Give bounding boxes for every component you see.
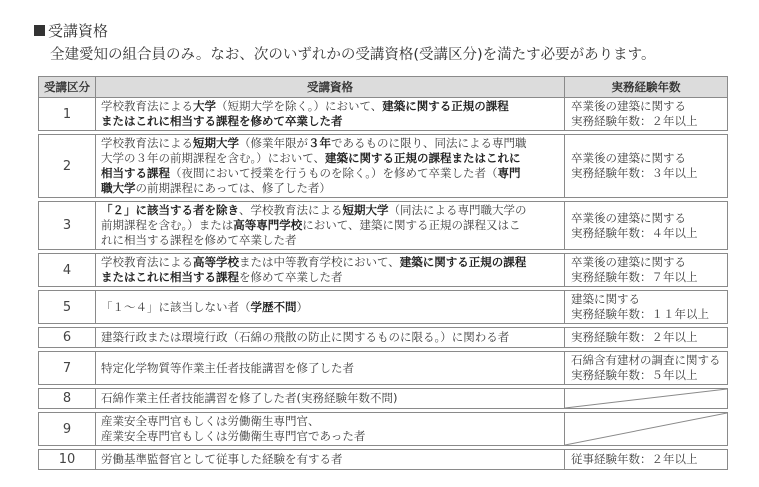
qualification-text bbox=[96, 98, 565, 131]
table-row bbox=[39, 389, 728, 409]
qualification-text bbox=[96, 389, 565, 409]
emphasis-text: 建築に関する正規の課程 bbox=[382, 99, 509, 113]
text-segment: 産業安全専門官もしくは労働衛生専門官であった者 bbox=[101, 429, 366, 443]
experience-line: 卒業後の建築に関する bbox=[571, 255, 686, 269]
emphasis-text: 「２」に該当する者を除き bbox=[101, 203, 239, 217]
diagonal-slash-icon bbox=[565, 413, 727, 445]
text-segment: において、建築に関する正規の課程又はこ bbox=[302, 218, 521, 232]
header-experience: 実務経験年数 bbox=[565, 77, 728, 98]
text-segment: （短期大学を除く。）において、 bbox=[216, 99, 383, 113]
qualification-text bbox=[96, 328, 565, 348]
category-number: 6 bbox=[39, 328, 96, 348]
emphasis-text: ３年 bbox=[308, 136, 331, 150]
text-segment: （夜間において授業を行うものを除く。）を修めて卒業した者（ bbox=[170, 166, 498, 180]
qualification-text bbox=[96, 254, 565, 287]
experience-line: 実務経験年数：３年以上 bbox=[571, 166, 698, 180]
qualification-text bbox=[96, 202, 565, 250]
emphasis-text: またはこれに相当する課程 bbox=[101, 270, 239, 284]
table-row bbox=[39, 413, 728, 446]
emphasis-text: 学歴不問 bbox=[250, 299, 297, 314]
category-number: 5 bbox=[39, 291, 96, 324]
emphasis-text: 建築に関する正規の課程 bbox=[399, 255, 527, 269]
text-segment: れに相当する課程を修めて卒業した者 bbox=[101, 233, 297, 247]
category-number: 3 bbox=[39, 202, 96, 250]
emphasis-text: 相当する課程 bbox=[101, 166, 170, 180]
qualification-text bbox=[96, 413, 565, 446]
not-applicable-cell bbox=[565, 413, 728, 446]
not-applicable-cell bbox=[565, 389, 728, 409]
table-row bbox=[39, 450, 728, 470]
experience-text bbox=[565, 135, 728, 198]
experience-line: 建築に関する bbox=[571, 292, 640, 306]
experience-line: 従事経験年数：２年以上 bbox=[571, 452, 698, 466]
qualification-text bbox=[96, 352, 565, 385]
qualification-text bbox=[96, 135, 565, 198]
table-row bbox=[39, 135, 728, 198]
text-segment: 石綿作業主任者技能講習を修了した者(実務経験年数不問) bbox=[101, 391, 398, 405]
text-segment: （同法による専門職大学の bbox=[388, 203, 527, 217]
emphasis-text: 高等学校 bbox=[193, 255, 239, 269]
text-segment: 大学の３年の前期課程を含む。）において、 bbox=[101, 151, 326, 165]
category-number: 2 bbox=[39, 135, 96, 198]
emphasis-text: 職大学 bbox=[101, 181, 136, 195]
text-segment: 、学校教育法による bbox=[239, 203, 343, 217]
table-row bbox=[39, 202, 728, 250]
text-segment: 前期課程を含む。）または bbox=[101, 218, 234, 232]
experience-line: 実務経験年数：４年以上 bbox=[571, 225, 698, 240]
text-segment: ） bbox=[296, 299, 308, 314]
qualification-text bbox=[96, 291, 565, 324]
category-number: 1 bbox=[39, 98, 96, 131]
category-number: 8 bbox=[39, 389, 96, 409]
table-header-row bbox=[39, 77, 728, 98]
category-number: 7 bbox=[39, 352, 96, 385]
experience-line: 実務経験年数：２年以上 bbox=[571, 114, 698, 128]
text-segment: 学校教育法による bbox=[101, 255, 193, 269]
emphasis-text: またはこれに相当する課程を修めて卒業した者 bbox=[101, 114, 343, 128]
qualification-table bbox=[38, 76, 728, 470]
text-segment: 学校教育法による bbox=[101, 99, 193, 113]
experience-line: 実務経験年数：５年以上 bbox=[571, 368, 698, 382]
emphasis-text: 専門 bbox=[497, 166, 521, 180]
experience-line: 実務経験年数：２年以上 bbox=[571, 330, 698, 344]
text-segment: 建築行政または環境行政（石綿の飛散の防止に関するものに限る。）に関わる者 bbox=[101, 330, 510, 344]
text-segment: （修業年限が bbox=[239, 136, 308, 150]
experience-text bbox=[565, 450, 728, 470]
text-segment: 労働基準監督官として従事した経験を有する者 bbox=[101, 452, 343, 466]
emphasis-text: 大学 bbox=[193, 99, 216, 113]
header-qualification: 受講資格 bbox=[96, 77, 565, 98]
emphasis-text: 建築に関する正規の課程またはこれに bbox=[325, 151, 521, 165]
experience-line: 卒業後の建築に関する bbox=[571, 99, 686, 113]
experience-line: 実務経験年数：７年以上 bbox=[571, 270, 698, 284]
experience-text bbox=[565, 352, 728, 385]
category-number: 4 bbox=[39, 254, 96, 287]
experience-line: 実務経験年数：１１年以上 bbox=[571, 307, 709, 321]
table-row bbox=[39, 291, 728, 324]
qualification-text bbox=[96, 450, 565, 470]
section-heading bbox=[34, 20, 108, 41]
table-row bbox=[39, 254, 728, 287]
square-bullet-icon bbox=[34, 25, 45, 36]
table-row bbox=[39, 98, 728, 131]
category-number: 10 bbox=[39, 450, 96, 470]
table-row bbox=[39, 352, 728, 385]
category-number: 9 bbox=[39, 413, 96, 446]
diagonal-slash-icon bbox=[565, 389, 727, 408]
emphasis-text: 短期大学 bbox=[193, 136, 239, 150]
experience-line: 卒業後の建築に関する bbox=[571, 210, 686, 225]
table-body bbox=[39, 98, 728, 470]
text-segment: 学校教育法による bbox=[101, 136, 193, 150]
text-segment: 産業安全専門官もしくは労働衛生専門官、 bbox=[101, 414, 320, 428]
experience-text bbox=[565, 254, 728, 287]
text-segment: または中等教育学校において、 bbox=[239, 255, 400, 269]
experience-text bbox=[565, 291, 728, 324]
experience-line: 卒業後の建築に関する bbox=[571, 151, 686, 165]
header-category: 受講区分 bbox=[39, 77, 96, 98]
text-segment: を修めて卒業した者 bbox=[239, 270, 343, 284]
text-segment: であるものに限り、同法による専門職 bbox=[331, 136, 527, 150]
text-segment: の前期課程にあっては、修了した者） bbox=[135, 181, 331, 195]
emphasis-text: 短期大学 bbox=[342, 203, 389, 217]
text-segment: 特定化学物質等作業主任者技能講習を修了した者 bbox=[101, 360, 354, 375]
experience-text bbox=[565, 98, 728, 131]
experience-line: 石綿含有建材の調査に関する bbox=[571, 353, 721, 367]
text-segment: 「１～４」に該当しない者（ bbox=[101, 299, 251, 314]
table-row bbox=[39, 328, 728, 348]
emphasis-text: 高等専門学校 bbox=[233, 218, 303, 232]
section-title: 受講資格 bbox=[48, 22, 109, 40]
intro-text: 全建愛知の組合員のみ。なお、次のいずれかの受講資格(受講区分)を満たす必要があります。 bbox=[50, 47, 656, 63]
experience-text bbox=[565, 202, 728, 250]
experience-text bbox=[565, 328, 728, 348]
